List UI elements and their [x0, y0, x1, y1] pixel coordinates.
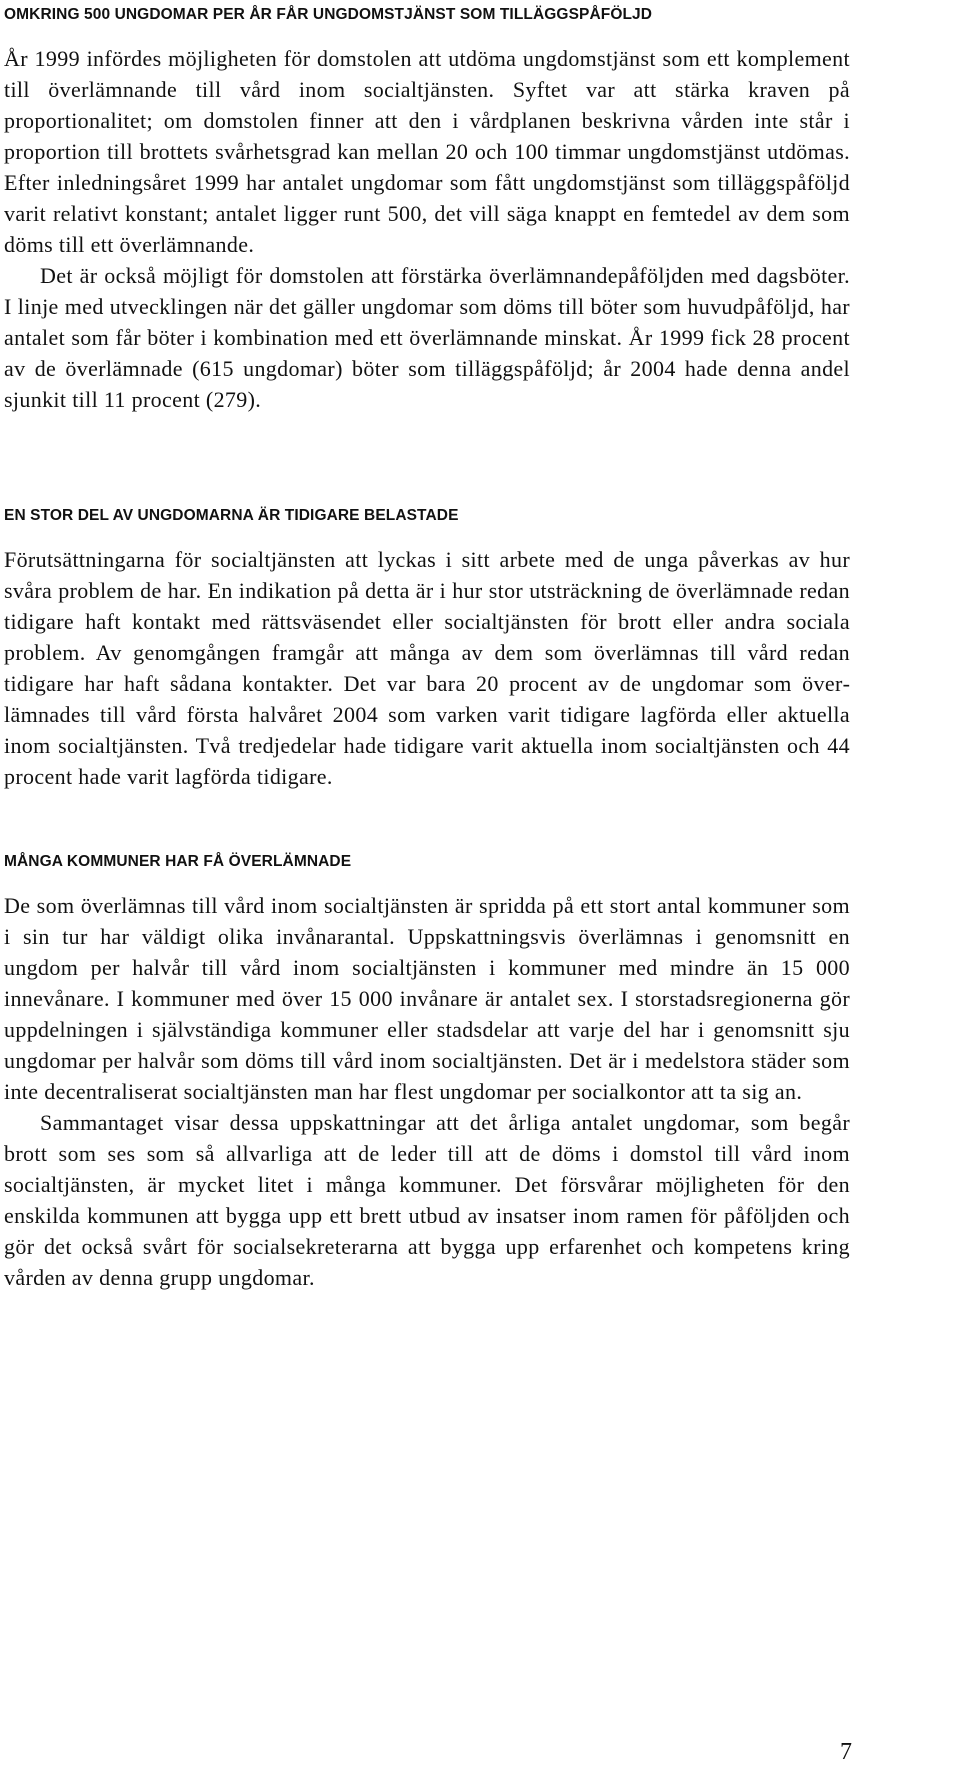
paragraph: De som överlämnas till vård inom socialtjänsten är spridda på ett stort antal kommuner som i sin tur har väldigt olika invånarantal. Uppskattningsvis överlämnas i genomsnitt en ungdom per halvår till vård inom socialtjänsten i kommuner med mindre än 15 000 innevånare. I kommuner med över 15 000 invånare är antalet sex. I storstadsregionerna gör uppdelningen i självständiga kommuner eller stadsdelar att varje del har i genomsnitt sju ungdomar per halvår som döms till vård inom socialtjänsten. Det är i medelstora städer som inte decentraliserat socialtjänsten man har flest ungdomar per socialkontor att ta sig an.	[4, 893, 850, 1104]
page-number: 7	[840, 1739, 852, 1765]
section-heading: MÅNGA KOMMUNER HAR FÅ ÖVERLÄMNADE	[4, 853, 352, 870]
paragraph: År 1999 infördes möjligheten för domstolen att utdöma ungdomstjänst som ett komplement till överlämnande till vård inom socialtjänsten. Syftet var att stärka kraven på proportionalitet; om domstolen finner att den i vårdplanen beskrivna vården inte står i proportion till brottets svårhetsgrad kan mellan 20 och 100 timmar ungdomstjänst utdömas. Efter inledningsåret 1999 har antalet ungdomar som fått ungdomstjänst som tilläggspåföljd varit relativt konstant; antalet ligger runt 500, det vill säga knappt en femtedel av dem som döms till ett överlämnande.	[4, 46, 850, 257]
section-heading: OMKRING 500 UNGDOMAR PER ÅR FÅR UNGDOMSTJÄNST SOM TILLÄGGSPÅFÖLJD	[4, 6, 653, 23]
section-ungdomstjanst	[4, 5, 850, 415]
section-kommuner	[4, 852, 850, 1293]
paragraph: Förutsättningarna för socialtjänsten att lyckas i sitt arbete med de unga påverkas av hur svåra problem de har. En indikation på detta är i hur stor utsträckning de överlämnade redan tidigare haft kontakt med rättsväsendet eller socialtjänsten för brott eller andra sociala problem. Av genomgången framgår att många av dem som överlämnas till vård redan tidigare har haft sådana kontakter. Det var bara 20 procent av de ungdomar som överlämnades till vård första halvåret 2004 som varken varit tidigare lagförda eller aktuella inom socialtjänsten. Två tredjedelar hade tidigare varit aktuella inom socialtjänsten och 44 procent hade varit lagförda tidigare.	[4, 547, 850, 789]
section-heading: EN STOR DEL AV UNGDOMARNA ÄR TIDIGARE BELASTADE	[4, 507, 459, 524]
paragraph: Det är också möjligt för domstolen att förstärka överlämnandepåföljden med dagsböter. I linje med utvecklingen när det gäller ungdomar som döms till böter som huvudpåföljd, har antalet som får böter i kombination med ett överlämnande minskat. År 1999 fick 28 procent av de överlämnade (615 ungdomar) böter som tilläggspåföljd; år 2004 hade denna andel sjunkit till 11 procent (279).	[4, 263, 850, 412]
section-tidigare-belastade	[4, 506, 850, 792]
paragraph: Sammantaget visar dessa uppskattningar att det årliga antalet ungdomar, som begår brott som ses som så allvarliga att de leder till att de döms i domstol till vård inom socialtjänsten, är mycket litet i många kommuner. Det försvårar möjligheten för den enskilda kommunen att bygga upp ett brett utbud av insatser inom ramen för påföljden och gör det också svårt för socialsekreterarna att bygga upp erfarenhet och kompetens kring vården av denna grupp ungdomar.	[4, 1110, 850, 1290]
